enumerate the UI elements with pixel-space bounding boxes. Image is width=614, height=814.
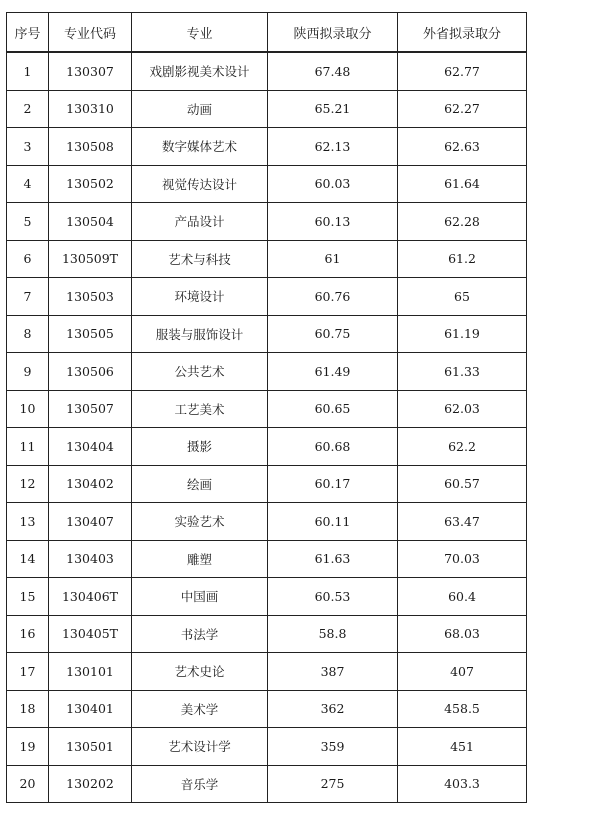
cell-other-province-score: 60.57 bbox=[398, 465, 527, 503]
cell-major-name: 摄影 bbox=[132, 428, 268, 466]
cell-other-province-score: 62.03 bbox=[398, 390, 527, 428]
cell-major-code: 130505 bbox=[49, 315, 132, 353]
admission-scores-table bbox=[6, 12, 527, 803]
cell-shaanxi-score: 61.63 bbox=[268, 540, 398, 578]
cell-major-name: 美术学 bbox=[132, 690, 268, 728]
cell-major-code: 130406T bbox=[49, 578, 132, 616]
cell-other-province-score: 407 bbox=[398, 653, 527, 691]
cell-major-name: 数字媒体艺术 bbox=[132, 128, 268, 166]
table-row bbox=[7, 465, 527, 503]
table-row bbox=[7, 203, 527, 241]
cell-other-province-score: 458.5 bbox=[398, 690, 527, 728]
cell-shaanxi-score: 60.13 bbox=[268, 203, 398, 241]
cell-index: 7 bbox=[7, 278, 49, 316]
cell-other-province-score: 62.77 bbox=[398, 52, 527, 90]
table-row bbox=[7, 728, 527, 766]
table-row bbox=[7, 615, 527, 653]
cell-major-name: 绘画 bbox=[132, 465, 268, 503]
cell-major-code: 130404 bbox=[49, 428, 132, 466]
cell-other-province-score: 65 bbox=[398, 278, 527, 316]
cell-index: 16 bbox=[7, 615, 49, 653]
cell-index: 3 bbox=[7, 128, 49, 166]
cell-major-code: 130402 bbox=[49, 465, 132, 503]
cell-other-province-score: 61.19 bbox=[398, 315, 527, 353]
table-row bbox=[7, 128, 527, 166]
cell-other-province-score: 60.4 bbox=[398, 578, 527, 616]
cell-major-name: 书法学 bbox=[132, 615, 268, 653]
cell-major-code: 130403 bbox=[49, 540, 132, 578]
table-row bbox=[7, 390, 527, 428]
cell-other-province-score: 62.63 bbox=[398, 128, 527, 166]
cell-major-code: 130202 bbox=[49, 765, 132, 803]
cell-other-province-score: 70.03 bbox=[398, 540, 527, 578]
header-row bbox=[7, 13, 527, 53]
cell-major-name: 戏剧影视美术设计 bbox=[132, 52, 268, 90]
table-row bbox=[7, 503, 527, 541]
cell-index: 20 bbox=[7, 765, 49, 803]
cell-shaanxi-score: 60.65 bbox=[268, 390, 398, 428]
cell-major-name: 实验艺术 bbox=[132, 503, 268, 541]
cell-shaanxi-score: 60.17 bbox=[268, 465, 398, 503]
table-row bbox=[7, 165, 527, 203]
cell-shaanxi-score: 61.49 bbox=[268, 353, 398, 391]
header-other-province-score: 外省拟录取分 bbox=[398, 13, 527, 53]
cell-major-name: 雕塑 bbox=[132, 540, 268, 578]
header-shaanxi-score: 陕西拟录取分 bbox=[268, 13, 398, 53]
cell-major-name: 产品设计 bbox=[132, 203, 268, 241]
cell-shaanxi-score: 362 bbox=[268, 690, 398, 728]
table-row bbox=[7, 240, 527, 278]
cell-other-province-score: 61.33 bbox=[398, 353, 527, 391]
table-row bbox=[7, 653, 527, 691]
cell-index: 1 bbox=[7, 52, 49, 90]
cell-major-name: 艺术史论 bbox=[132, 653, 268, 691]
cell-major-name: 视觉传达设计 bbox=[132, 165, 268, 203]
cell-shaanxi-score: 387 bbox=[268, 653, 398, 691]
cell-shaanxi-score: 65.21 bbox=[268, 90, 398, 128]
cell-index: 15 bbox=[7, 578, 49, 616]
cell-shaanxi-score: 61 bbox=[268, 240, 398, 278]
cell-other-province-score: 451 bbox=[398, 728, 527, 766]
table-header bbox=[7, 13, 527, 53]
cell-major-code: 130405T bbox=[49, 615, 132, 653]
cell-other-province-score: 62.28 bbox=[398, 203, 527, 241]
table-row bbox=[7, 578, 527, 616]
cell-index: 6 bbox=[7, 240, 49, 278]
cell-index: 5 bbox=[7, 203, 49, 241]
header-major: 专业 bbox=[132, 13, 268, 53]
cell-shaanxi-score: 60.76 bbox=[268, 278, 398, 316]
table-row bbox=[7, 353, 527, 391]
cell-major-code: 130502 bbox=[49, 165, 132, 203]
cell-index: 11 bbox=[7, 428, 49, 466]
cell-major-code: 130509T bbox=[49, 240, 132, 278]
cell-major-code: 130506 bbox=[49, 353, 132, 391]
cell-shaanxi-score: 275 bbox=[268, 765, 398, 803]
cell-other-province-score: 63.47 bbox=[398, 503, 527, 541]
cell-shaanxi-score: 60.68 bbox=[268, 428, 398, 466]
table-body bbox=[7, 52, 527, 803]
table-row bbox=[7, 278, 527, 316]
cell-major-code: 130504 bbox=[49, 203, 132, 241]
admission-scores-table-container bbox=[6, 12, 526, 803]
cell-major-code: 130503 bbox=[49, 278, 132, 316]
cell-major-name: 环境设计 bbox=[132, 278, 268, 316]
cell-major-name: 艺术与科技 bbox=[132, 240, 268, 278]
cell-other-province-score: 62.2 bbox=[398, 428, 527, 466]
cell-major-code: 130508 bbox=[49, 128, 132, 166]
cell-shaanxi-score: 359 bbox=[268, 728, 398, 766]
cell-major-code: 130101 bbox=[49, 653, 132, 691]
cell-shaanxi-score: 58.8 bbox=[268, 615, 398, 653]
table-row bbox=[7, 315, 527, 353]
cell-other-province-score: 403.3 bbox=[398, 765, 527, 803]
cell-major-name: 动画 bbox=[132, 90, 268, 128]
table-row bbox=[7, 765, 527, 803]
cell-major-name: 工艺美术 bbox=[132, 390, 268, 428]
cell-major-code: 130407 bbox=[49, 503, 132, 541]
table-row bbox=[7, 90, 527, 128]
cell-other-province-score: 61.64 bbox=[398, 165, 527, 203]
header-index: 序号 bbox=[7, 13, 49, 53]
header-major-code: 专业代码 bbox=[49, 13, 132, 53]
cell-index: 14 bbox=[7, 540, 49, 578]
cell-major-code: 130501 bbox=[49, 728, 132, 766]
cell-major-name: 公共艺术 bbox=[132, 353, 268, 391]
cell-index: 10 bbox=[7, 390, 49, 428]
cell-major-code: 130401 bbox=[49, 690, 132, 728]
table-row bbox=[7, 428, 527, 466]
table-row bbox=[7, 52, 527, 90]
cell-major-code: 130507 bbox=[49, 390, 132, 428]
cell-shaanxi-score: 60.75 bbox=[268, 315, 398, 353]
table-row bbox=[7, 690, 527, 728]
cell-index: 8 bbox=[7, 315, 49, 353]
cell-index: 9 bbox=[7, 353, 49, 391]
cell-index: 4 bbox=[7, 165, 49, 203]
cell-major-name: 中国画 bbox=[132, 578, 268, 616]
cell-major-name: 服装与服饰设计 bbox=[132, 315, 268, 353]
cell-major-name: 音乐学 bbox=[132, 765, 268, 803]
cell-major-code: 130310 bbox=[49, 90, 132, 128]
cell-shaanxi-score: 60.11 bbox=[268, 503, 398, 541]
cell-index: 18 bbox=[7, 690, 49, 728]
cell-other-province-score: 68.03 bbox=[398, 615, 527, 653]
cell-shaanxi-score: 60.03 bbox=[268, 165, 398, 203]
cell-index: 17 bbox=[7, 653, 49, 691]
cell-index: 19 bbox=[7, 728, 49, 766]
cell-shaanxi-score: 62.13 bbox=[268, 128, 398, 166]
cell-index: 12 bbox=[7, 465, 49, 503]
cell-other-province-score: 61.2 bbox=[398, 240, 527, 278]
cell-index: 2 bbox=[7, 90, 49, 128]
cell-shaanxi-score: 60.53 bbox=[268, 578, 398, 616]
cell-other-province-score: 62.27 bbox=[398, 90, 527, 128]
cell-shaanxi-score: 67.48 bbox=[268, 52, 398, 90]
cell-major-name: 艺术设计学 bbox=[132, 728, 268, 766]
table-row bbox=[7, 540, 527, 578]
cell-major-code: 130307 bbox=[49, 52, 132, 90]
cell-index: 13 bbox=[7, 503, 49, 541]
